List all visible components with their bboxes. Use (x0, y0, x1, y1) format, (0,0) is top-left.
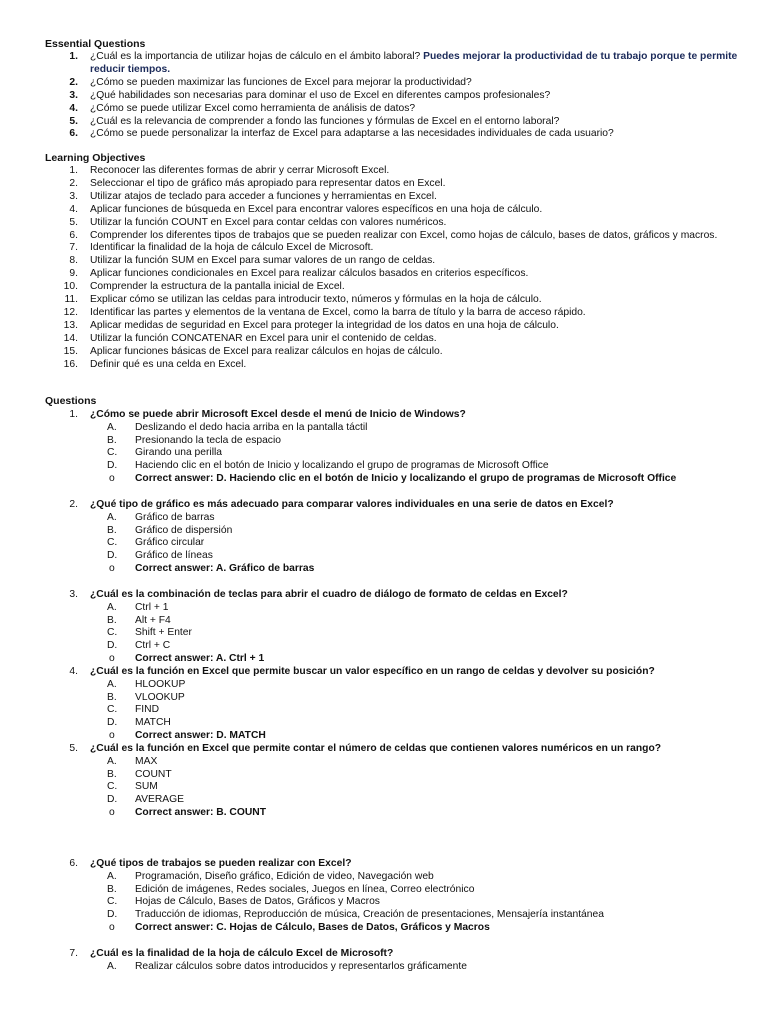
question-stem (45, 948, 755, 961)
option-text: Edición de imágenes, Redes sociales, Juegos en línea, Correo electrónico (135, 883, 475, 895)
option-letter: C. (107, 537, 118, 549)
option-letter: A. (107, 870, 117, 882)
list-number: 14. (63, 332, 78, 344)
learning-objective-text: Aplicar funciones condicionales en Excel para realizar cálculos basados en criterios específicos. (90, 268, 529, 280)
option-text: Gráfico circular (135, 537, 205, 549)
learning-objective-text: Aplicar funciones de búsqueda en Excel para encontrar valores específicos en una hoja de cálculo. (90, 203, 543, 215)
learning-objective-text: Definir qué es una celda en Excel. (90, 358, 247, 370)
answer-option (45, 550, 755, 563)
bullet-icon: o (109, 562, 115, 574)
learning-objective (45, 204, 745, 217)
list-number: 12. (63, 306, 78, 318)
option-letter: D. (107, 640, 118, 652)
answer-option (45, 717, 755, 730)
learning-objective (45, 165, 745, 178)
answer-option (45, 679, 755, 692)
list-number: 13. (63, 319, 78, 331)
answer-option (45, 525, 755, 538)
question-block (45, 948, 755, 974)
learning-objective-text: Aplicar medidas de seguridad en Excel para proteger la integridad de los datos en una hoja de cálculo. (90, 319, 559, 331)
option-text: Girando una perilla (135, 447, 223, 459)
question-number: 2. (69, 499, 78, 510)
option-letter: A. (107, 511, 117, 523)
learning-objective (45, 307, 745, 320)
option-text: Traducción de idiomas, Reproducción de música, Creación de presentaciones, Mensajería instantánea (135, 909, 604, 921)
correct-answer-text: Correct answer: C. Hojas de Cálculo, Bases de Datos, Gráficos y Macros (135, 921, 490, 933)
learning-objective-text: Explicar cómo se utilizan las celdas para introducir texto, números y fórmulas en la hoja de cálculo. (90, 294, 542, 306)
option-text: Alt + F4 (135, 614, 171, 626)
learning-objective-text: Comprender los diferentes tipos de trabajos que se pueden realizar con Excel, como hojas de cálculo, bases de datos, gráficos y macros. (90, 229, 718, 241)
list-number: 15. (63, 345, 78, 357)
list-number: 11. (64, 294, 78, 306)
answer-option (45, 871, 755, 884)
bullet-icon: o (109, 472, 115, 484)
question-block (45, 409, 755, 486)
option-text: Gráfico de barras (135, 511, 215, 523)
option-text: AVERAGE (135, 794, 185, 806)
learning-objective-text: Aplicar funciones básicas de Excel para realizar cálculos en hojas de cálculo. (90, 345, 443, 357)
correct-answer (45, 730, 755, 743)
answer-option (45, 627, 755, 640)
bullet-icon: o (109, 729, 115, 741)
option-letter: D. (107, 717, 118, 729)
learning-objective (45, 281, 745, 294)
option-letter: A. (107, 678, 117, 690)
question-block (45, 858, 755, 935)
learning-objectives-list (45, 165, 745, 372)
question-number: 3. (69, 589, 78, 600)
answer-option (45, 909, 755, 922)
option-text: Shift + Enter (135, 627, 192, 639)
option-letter: B. (107, 691, 117, 703)
list-number: 8. (69, 255, 78, 267)
option-letter: A. (107, 601, 117, 613)
bullet-icon: o (109, 806, 115, 818)
essential-questions-heading: Essential Questions (45, 38, 146, 50)
option-text: Gráfico de dispersión (135, 524, 233, 536)
option-letter: A. (107, 755, 117, 767)
option-letter: B. (107, 768, 117, 780)
learning-objective (45, 320, 745, 333)
correct-answer-text: Correct answer: A. Gráfico de barras (135, 562, 315, 574)
learning-objective (45, 294, 745, 307)
answer-option (45, 435, 755, 448)
bullet-icon: o (109, 652, 115, 664)
question-text: ¿Qué tipos de trabajos se pueden realizar con Excel? (90, 858, 352, 869)
answer-option (45, 896, 755, 909)
answer-option (45, 460, 755, 473)
option-text: FIND (135, 704, 160, 716)
option-text: Programación, Diseño gráfico, Edición de video, Navegación web (135, 870, 434, 882)
question-stem (45, 499, 755, 512)
option-text: Realizar cálculos sobre datos introducidos y representarlos gráficamente (135, 960, 467, 972)
option-text: Ctrl + 1 (135, 601, 169, 613)
learning-objective (45, 191, 745, 204)
correct-answer (45, 922, 755, 935)
learning-objective (45, 217, 745, 230)
correct-answer-text: Correct answer: D. MATCH (135, 729, 266, 741)
list-number: 10. (63, 281, 78, 293)
answer-option (45, 794, 755, 807)
essential-question-answer: Puedes mejorar la productividad de tu trabajo porque te permite reducir tiempos. (90, 51, 738, 75)
option-letter: C. (107, 447, 118, 459)
option-letter: D. (107, 460, 118, 472)
option-letter: C. (107, 627, 118, 639)
answer-option (45, 602, 755, 615)
essential-question-1: 1. ¿Cuál es la importancia de utilizar hojas de cálculo en el ámbito laboral? Puedes mejorar la productividad de tu trabajo porque te permite reducir tiempos. (69, 51, 738, 75)
question-text: ¿Cómo se puede abrir Microsoft Excel desde el menú de Inicio de Windows? (90, 409, 466, 420)
question-stem (45, 409, 755, 422)
question-block (45, 743, 755, 820)
option-letter: C. (107, 704, 118, 716)
option-text: VLOOKUP (135, 691, 185, 703)
answer-option (45, 769, 755, 782)
correct-answer-text: Correct answer: A. Ctrl + 1 (135, 652, 265, 664)
question-number: 7. (69, 948, 78, 959)
list-number: 2. (69, 177, 78, 189)
list-number: 6. (69, 229, 78, 241)
answer-option (45, 422, 755, 435)
learning-objective (45, 230, 745, 243)
question-block (45, 589, 755, 666)
question-text: ¿Cuál es la finalidad de la hoja de cálculo Excel de Microsoft? (90, 948, 394, 959)
option-text: Ctrl + C (135, 640, 171, 652)
correct-answer-text: Correct answer: D. Haciendo clic en el botón de Inicio y localizando el grupo de programas de Microsoft Office (135, 472, 677, 484)
correct-answer (45, 563, 755, 576)
answer-option (45, 961, 755, 974)
learning-objective (45, 242, 745, 255)
option-letter: D. (107, 550, 118, 562)
option-letter: B. (107, 524, 117, 536)
list-number: 16. (63, 358, 78, 370)
learning-objective-text: Utilizar atajos de teclado para acceder a funciones y herramientas en Excel. (90, 190, 437, 202)
essential-question: 2. ¿Cómo se pueden maximizar las funciones de Excel para mejorar la productividad? (69, 76, 472, 88)
questions-heading: Questions (45, 395, 97, 407)
question-stem (45, 858, 755, 871)
learning-objective (45, 178, 745, 191)
bullet-icon: o (109, 921, 115, 933)
correct-answer (45, 653, 755, 666)
learning-objective-text: Utilizar la función COUNT en Excel para contar celdas con valores numéricos. (90, 216, 447, 228)
option-text: COUNT (135, 768, 172, 780)
essential-question: 4. ¿Cómo se puede utilizar Excel como herramienta de análisis de datos? (69, 102, 416, 114)
answer-option (45, 884, 755, 897)
question-text: ¿Cuál es la combinación de teclas para abrir el cuadro de diálogo de formato de celdas en Excel? (90, 589, 568, 600)
question-number: 4. (69, 666, 78, 677)
learning-objective (45, 333, 745, 346)
option-letter: A. (107, 960, 117, 972)
answer-option (45, 615, 755, 628)
essential-questions-list (45, 51, 745, 141)
answer-option (45, 640, 755, 653)
essential-question-text: ¿Cuál es la importancia de utilizar hojas de cálculo en el ámbito laboral? (90, 51, 421, 62)
option-text: Gráfico de líneas (135, 550, 213, 562)
learning-objective (45, 255, 745, 268)
question-stem (45, 589, 755, 602)
option-letter: B. (107, 614, 117, 626)
answer-option (45, 537, 755, 550)
option-text: Haciendo clic en el botón de Inicio y localizando el grupo de programas de Microsoft Office (135, 460, 549, 472)
list-number: 7. (69, 242, 78, 254)
question-block (45, 666, 755, 743)
learning-objective (45, 346, 745, 359)
question-text: ¿Qué tipo de gráfico es más adecuado para comparar valores individuales en una serie de datos en Excel? (90, 499, 614, 510)
learning-objective-text: Identificar la finalidad de la hoja de cálculo Excel de Microsoft. (90, 242, 374, 254)
question-block (45, 499, 755, 576)
question-number: 6. (69, 858, 78, 869)
essential-question: 6. ¿Cómo se puede personalizar la interfaz de Excel para adaptarse a las necesidades individuales de cada usuario? (69, 128, 614, 140)
essential-question: 3. ¿Qué habilidades son necesarias para dominar el uso de Excel en diferentes campos profesionales? (69, 89, 551, 101)
option-text: Deslizando el dedo hacia arriba en la pantalla táctil (135, 421, 368, 433)
learning-objective-text: Comprender la estructura de la pantalla inicial de Excel. (90, 281, 345, 293)
question-text: ¿Cuál es la función en Excel que permite buscar un valor específico en un rango de celdas y devolver su posición? (90, 666, 655, 677)
learning-objective-text: Identificar las partes y elementos de la ventana de Excel, como la barra de título y la barra de acceso rápido. (90, 306, 586, 318)
option-text: MATCH (135, 717, 171, 729)
option-letter: C. (107, 896, 118, 908)
correct-answer-text: Correct answer: B. COUNT (135, 806, 267, 818)
question-stem (45, 743, 755, 756)
option-text: Presionando la tecla de espacio (135, 434, 281, 446)
list-number: 9. (69, 268, 78, 280)
learning-objective (45, 268, 745, 281)
option-text: MAX (135, 755, 158, 767)
option-text: Hojas de Cálculo, Bases de Datos, Gráficos y Macros (135, 896, 380, 908)
answer-option (45, 704, 755, 717)
option-letter: B. (107, 434, 117, 446)
question-stem (45, 666, 755, 679)
correct-answer (45, 807, 755, 820)
list-number: 4. (69, 203, 78, 215)
correct-answer (45, 473, 755, 486)
option-letter: C. (107, 781, 118, 793)
list-number: 1. (69, 165, 78, 176)
question-number: 1. (69, 409, 78, 420)
answer-option (45, 447, 755, 460)
learning-objective-text: Seleccionar el tipo de gráfico más apropiado para representar datos en Excel. (90, 177, 446, 189)
answer-option (45, 692, 755, 705)
answer-option (45, 756, 755, 769)
question-number: 5. (69, 743, 78, 754)
learning-objective-text: Utilizar la función CONCATENAR en Excel para unir el contenido de celdas. (90, 332, 437, 344)
learning-objectives-heading: Learning Objectives (45, 152, 146, 164)
option-letter: A. (107, 421, 117, 433)
answer-option (45, 512, 755, 525)
list-number: 5. (69, 216, 78, 228)
learning-objective-text: Utilizar la función SUM en Excel para sumar valores de un rango de celdas. (90, 255, 436, 267)
option-letter: D. (107, 794, 118, 806)
option-text: HLOOKUP (135, 678, 186, 690)
option-letter: B. (107, 883, 117, 895)
essential-question: 5. ¿Cuál es la relevancia de comprender a fondo las funciones y fórmulas de Excel en el entorno laboral? (69, 115, 560, 127)
learning-objective (45, 359, 745, 372)
question-text: ¿Cuál es la función en Excel que permite contar el número de celdas que contienen valores numéricos en un rango? (90, 743, 662, 754)
list-number: 3. (69, 190, 78, 202)
option-letter: D. (107, 909, 118, 921)
answer-option (45, 781, 755, 794)
option-text: SUM (135, 781, 158, 793)
learning-objective-text: Reconocer las diferentes formas de abrir y cerrar Microsoft Excel. (90, 165, 390, 176)
